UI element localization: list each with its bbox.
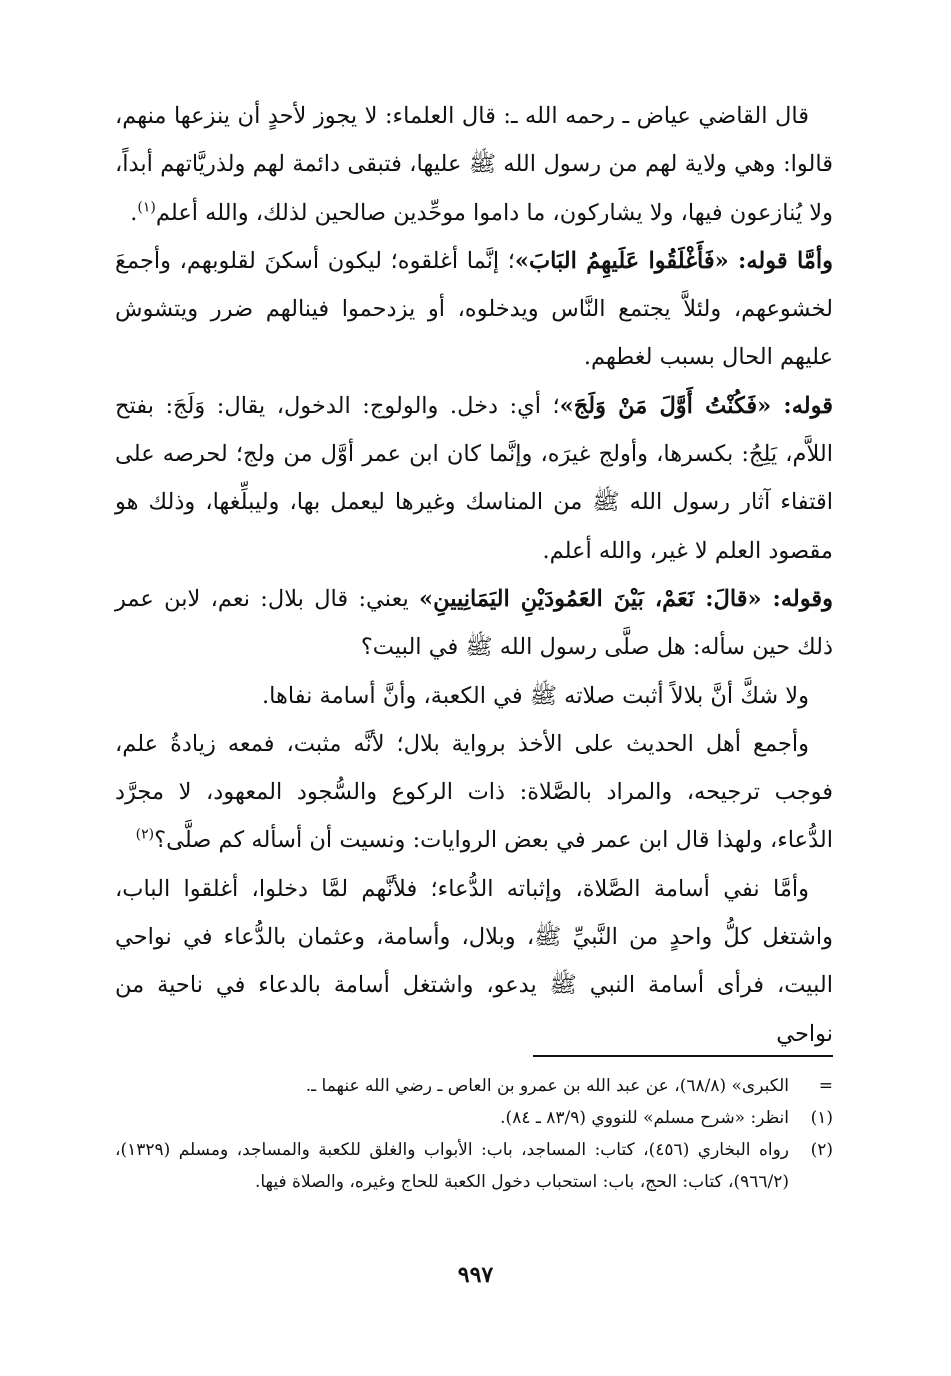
paragraph-6-text: وأجمع أهل الحديث على الأخذ برواية بلال؛ لأنَّه مثبت، فمعه زيادةُ علم، فوجب ترجيحه، والمراد بالصَّلاة: ذات الركوع والسُّجود المعهود، لا مجرَّد الدُّعاء، ولهذا قال ابن عمر في بعض الروايات: ونسيت أن أسأله كم صلَّى؟ xyxy=(115,730,833,854)
footnote-mark: = xyxy=(818,1076,833,1096)
footnote-ref-1[interactable]: (١) xyxy=(137,199,156,216)
page-number: ٩٩٧ xyxy=(457,1262,494,1288)
footnote-divider xyxy=(533,1055,833,1057)
paragraph-1 xyxy=(115,92,833,237)
paragraph-3-lead: قوله: «فَكُنْتُ أَوَّلَ مَنْ وَلَجَ» xyxy=(559,392,834,419)
paragraph-4-text: يعني: قال بلال: نعم، لابن عمر ذلك حين سأله: هل صلَّى رسول الله ﷺ في البيت؟ xyxy=(115,585,833,661)
main-text xyxy=(115,92,833,1058)
footnote-text: انظر: «شرح مسلم» للنووي (٨٣/٩ ـ ٨٤). xyxy=(500,1108,789,1128)
paragraph-1-end: . xyxy=(130,199,138,226)
paragraph-6 xyxy=(115,720,833,865)
footnote-mark: (٢) xyxy=(810,1140,833,1160)
footnote-text: رواه البخاري (٤٥٦)، كتاب: المساجد، باب: الأبواب والغلق للكعبة والمساجد، ومسلم (١٣٢٩)، (٩٦٦/٢)، كتاب: الحج، باب: استحباب دخول الكعبة للحاج وغيره، والصلاة فيها. xyxy=(115,1140,789,1192)
paragraph-1-text: قال القاضي عياض ـ رحمه الله ـ: قال العلماء: لا يجوز لأحدٍ أن ينزعها منهم، قالوا: وهي ولاية لهم من رسول الله ﷺ عليها، فتبقى دائمة لهم ولذريَّاتهم أبداً، ولا يُنازعون فيها، ولا يشاركون، ما داموا موحِّدين صالحين لذلك، والله أعلم xyxy=(115,103,833,226)
footnote-mark: (١) xyxy=(810,1108,833,1128)
paragraph-5: ولا شكَّ أنَّ بلالاً أثبت صلاته ﷺ في الكعبة، وأنَّ أسامة نفاها. xyxy=(261,682,809,709)
paragraph-3-text: ؛ أي: دخل. والولوج: الدخول، يقال: وَلَجَ: بفتح اللاَّم، يَلِجُ: بكسرها، وأولج غيرَه، وإنَّما كان ابن عمر أوَّل من ولج؛ لحرصه على اقتفاء آثار رسول الله ﷺ من المناسك وغيرها ليعمل بها، وليبلِّغها، وذلك هو مقصود العلم لا غير، والله أعلم. xyxy=(115,392,833,564)
footnote-1 xyxy=(115,1102,833,1134)
footnote-ref-2[interactable]: (٢) xyxy=(135,826,155,843)
footnote-text: الكبرى» (٦٨/٨)، عن عبد الله بن عمرو بن العاص ـ رضي الله عنهما ـ. xyxy=(305,1076,789,1096)
footnote-2 xyxy=(115,1134,833,1198)
paragraph-4-lead: وقوله: «قالَ: نَعَمْ، بَيْنَ العَمُودَيْنِ اليَمَانِيينِ» xyxy=(419,585,833,612)
paragraph-2-text: ؛ إنَّما أغلقوه؛ ليكون أسكنَ لقلوبهم، وأجمعَ لخشوعهم، ولئلاَّ يجتمع النَّاس ويدخلوه، أو يزدحموا فينالهم ضرر ويتشوش عليهم الحال بسبب لغطهم. xyxy=(115,247,833,371)
paragraph-3 xyxy=(115,382,833,575)
paragraph-7: وأمَّا نفي أسامة الصَّلاة، وإثباته الدُّعاء؛ فلأنَّهم لمَّا دخلوا، أغلقوا الباب، واشتغل كلُّ واحدٍ من النَّبيِّ ﷺ، وبلال، وأسامة، وعثمان بالدُّعاء في نواحي البيت، فرأى أسامة النبي ﷺ يدعو، واشتغل أسامة بالدعاء في ناحية من نواحي xyxy=(115,875,833,1047)
paragraph-2 xyxy=(115,237,833,382)
paragraph-4 xyxy=(115,575,833,672)
footnotes xyxy=(115,1070,833,1198)
paragraph-2-lead: وأمَّا قوله: «فَأَغْلَقُوا عَلَيهِمُ البَابَ» xyxy=(514,247,833,274)
footnote-continuation xyxy=(115,1070,833,1102)
